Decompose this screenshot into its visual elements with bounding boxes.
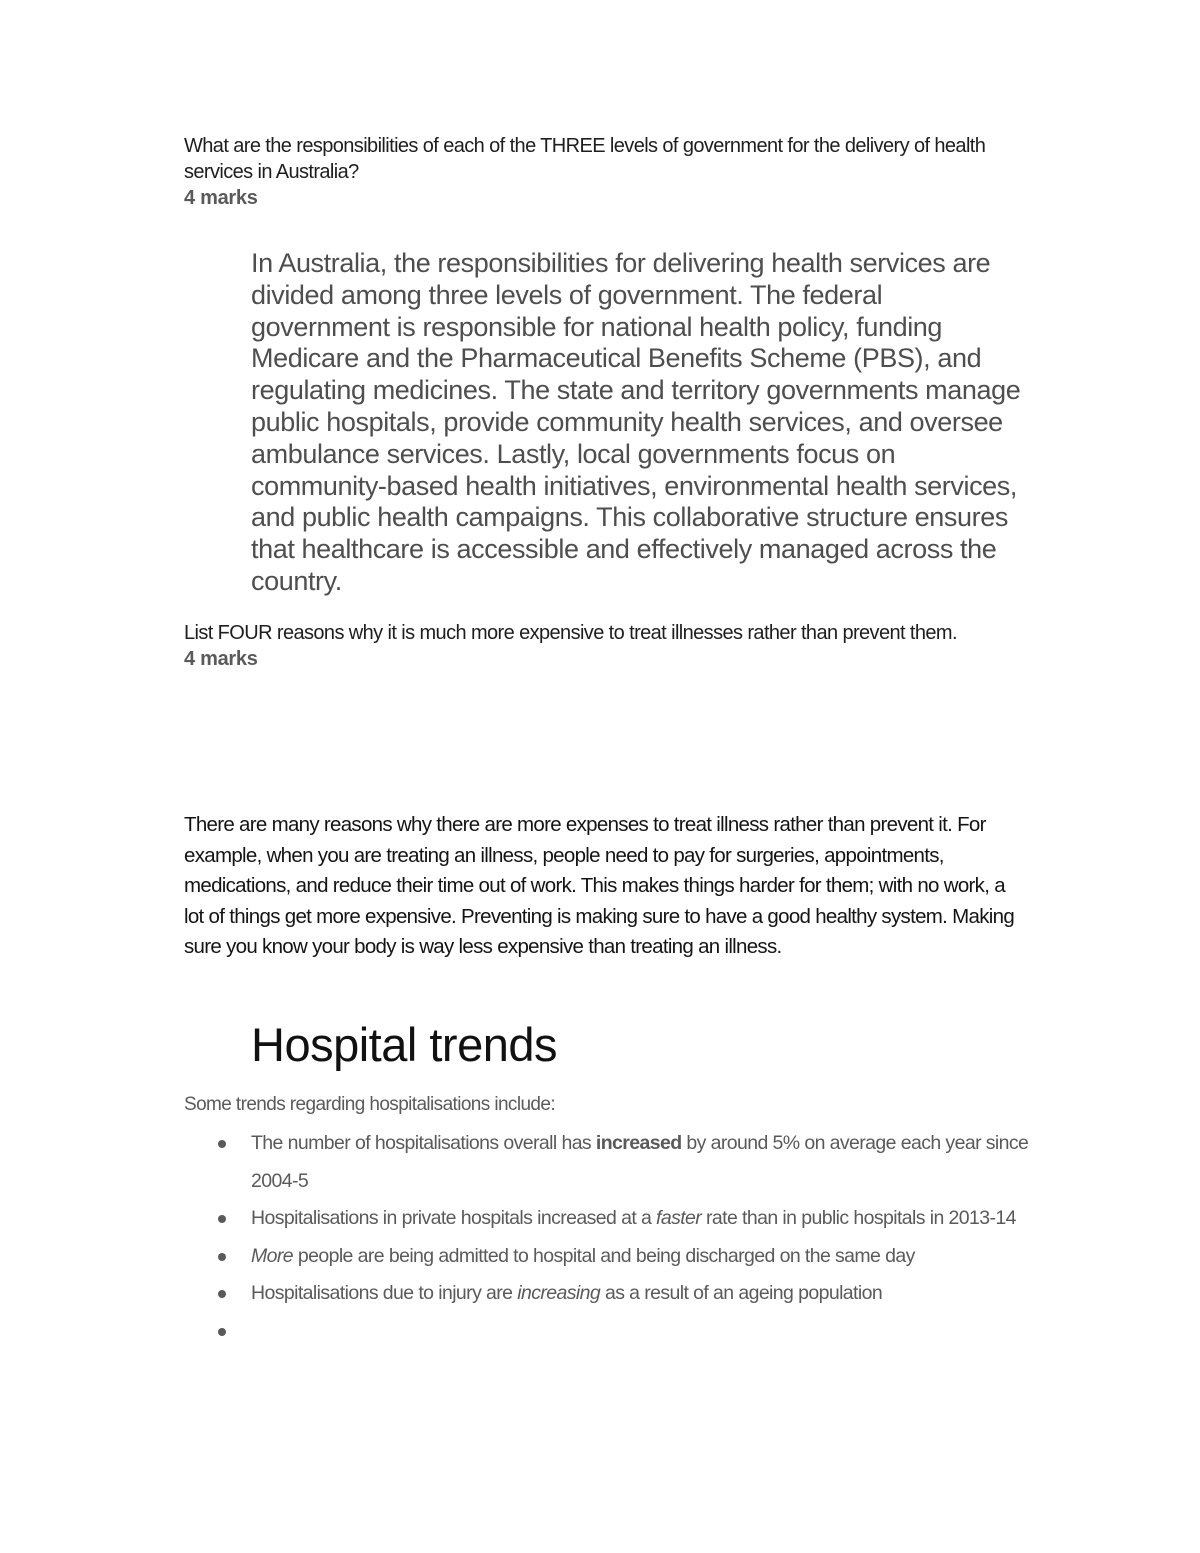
trend-text: rate than in public hospitals in 2013-14	[701, 1207, 1016, 1229]
bullet-icon	[218, 1290, 226, 1298]
list-item	[214, 1275, 1034, 1313]
trends-list	[214, 1125, 1034, 1350]
question-1-marks: 4 marks	[184, 187, 258, 209]
trend-text: The number of hospitalisations overall has	[251, 1132, 596, 1154]
section-intro: Some trends regarding hospitalisations include:	[184, 1094, 556, 1115]
trend-text: people are being admitted to hospital and being discharged on the same day	[293, 1244, 915, 1267]
question-2	[184, 620, 1014, 672]
answer-2: There are many reasons why there are more expenses to treat illness rather than prevent it. For example, when you are treating an illness, people need to pay for surgeries, appointments, medications, and reduce their time out of work. This makes things harder for them; with no work, a lot of things get more expensive. Preventing is making sure to have a good healthy system. Making sure you know your body is way less expensive than treating an illness.	[184, 813, 1015, 959]
list-item	[214, 1313, 1034, 1351]
trend-text: Hospitalisations due to injury are	[251, 1282, 518, 1304]
bullet-icon	[218, 1140, 226, 1148]
question-2-text: List FOUR reasons why it is much more expensive to treat illnesses rather than prevent them.	[184, 622, 957, 644]
trend-text: by around 5% on average each year since 2004-5	[251, 1132, 1029, 1192]
bullet-icon	[218, 1328, 226, 1336]
question-1-text: What are the responsibilities of each of the THREE levels of government for the delivery of health services in Australia?	[184, 135, 986, 183]
answer-1: In Australia, the responsibilities for delivering health services are divided among three levels of government. The federal government is responsible for national health policy, funding Medicare and the Pharmaceutical Benefits Scheme (PBS), and regulating medicines. The state and territory governments manage public hospitals, provide community health services, and oversee ambulance services. Lastly, local governments focus on community-based health initiatives, environmental health services, and public health campaigns. This collaborative structure ensures that healthcare is accessible and effectively managed across the country.	[251, 248, 1021, 596]
section-heading: Hospital trends	[251, 1018, 557, 1071]
question-2-marks: 4 marks	[184, 648, 258, 670]
list-item	[214, 1238, 1034, 1276]
trend-emphasis: More	[251, 1244, 294, 1267]
trend-emphasis: faster	[656, 1207, 702, 1229]
trend-emphasis: increased	[595, 1132, 682, 1154]
list-item	[214, 1200, 1034, 1238]
bullet-icon	[218, 1215, 226, 1223]
trend-emphasis: increasing	[517, 1282, 601, 1304]
question-1	[184, 133, 1014, 211]
bullet-icon	[218, 1253, 226, 1261]
trend-text: Hospitalisations in private hospitals increased at a	[251, 1207, 657, 1229]
trend-text: as a result of an ageing population	[600, 1282, 883, 1304]
list-item	[214, 1125, 1034, 1200]
